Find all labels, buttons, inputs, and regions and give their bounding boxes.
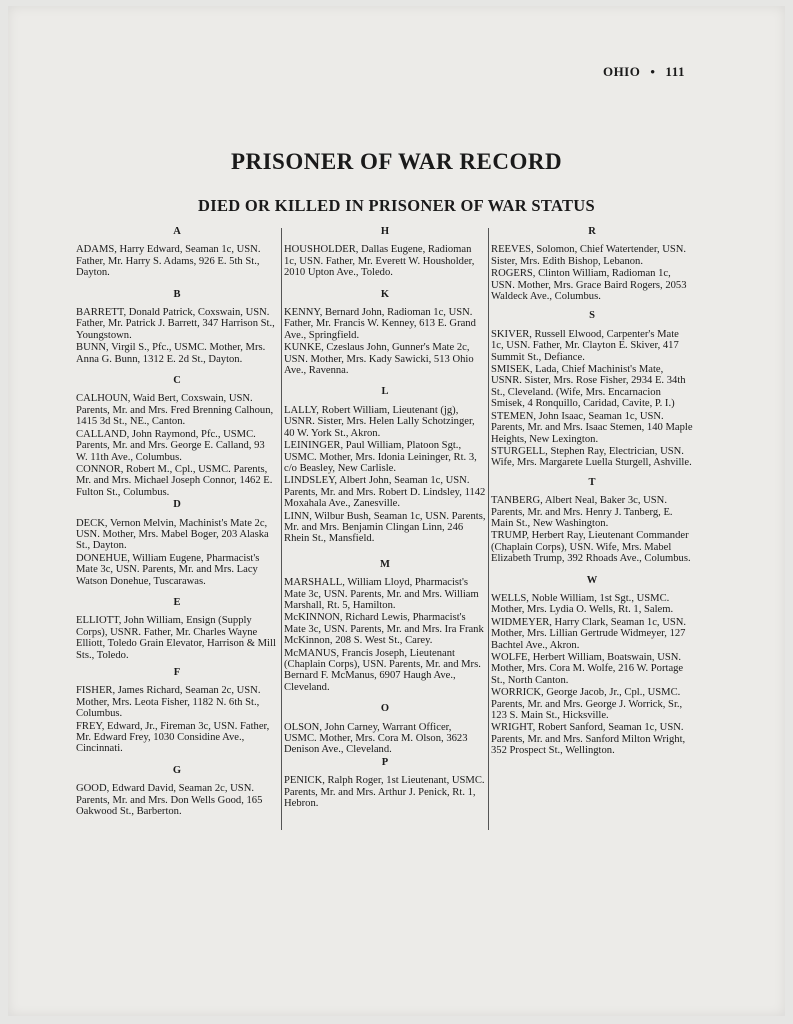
roster-entry: ROGERS, Clinton William, Radioman 1c, USN. Mother, Mrs. Grace Baird Rogers, 2053 Waldeck Ave., Columbus.: [491, 268, 687, 303]
letter-section: [284, 289, 486, 377]
roster-entry: WIDMEYER, Harry Clark, Seaman 1c, USN. Mother, Mrs. Lillian Gertrude Widmeyer, 127 Bachtel Ave., Akron.: [491, 616, 687, 651]
section-letter: K: [380, 288, 390, 300]
header-separator: •: [650, 64, 656, 79]
roster-entry: ELLIOTT, John William, Ensign (Supply Corps), USNR. Father, Mr. Charles Wayne Elliott, Toledo Grain Elevator, Harrison & Mill Sts., Toledo.: [76, 615, 276, 661]
letter-section: [76, 765, 278, 818]
roster-entry: SMISEK, Lada, Chief Machinist's Mate, USNR. Sister, Mrs. Rose Fisher, 2934 E. 34th St., Cleveland. (Wife, Mrs. Encarnacion Smisek, 4 Ronquillo, Caridad, Cavite, P. I.): [491, 364, 686, 410]
roster-entry: WOLFE, Herbert William, Boatswain, USN. Mother, Mrs. Cora M. Wolfe, 216 W. Portage St., North Canton.: [491, 652, 684, 686]
page-number: 111: [665, 64, 685, 79]
section-letter: P: [381, 756, 389, 768]
roster-entry: ADAMS, Harry Edward, Seaman 1c, USN. Father, Mr. Harry S. Adams, 926 E. 5th St., Dayton.: [76, 244, 261, 279]
section-letter: L: [381, 386, 389, 398]
roster-entry: STURGELL, Stephen Ray, Electrician, USN. Wife, Mrs. Margarete Luella Sturgell, Ashville.: [491, 445, 692, 469]
section-letter: O: [380, 703, 390, 715]
roster-entry: KENNY, Bernard John, Radioman 1c, USN. Father, Mr. Francis W. Kenney, 613 E. Grand Ave., Springfield.: [284, 307, 476, 341]
page-title: PRISONER OF WAR RECORD: [230, 149, 563, 174]
column-divider: [488, 228, 489, 830]
page-header: [603, 64, 685, 80]
roster-entry: STEMEN, John Isaac, Seaman 1c, USN. Parents, Mr. and Mrs. Isaac Stemen, 140 Maple Heights, New Lexington.: [491, 410, 693, 445]
roster-entry: LEININGER, Paul William, Platoon Sgt., USMC. Mother, Mrs. Idonia Leininger, Rt. 3, c/o Beasley, New Carlisle.: [284, 440, 477, 474]
roster-entry: FISHER, James Richard, Seaman 2c, USN. Mother, Mrs. Leota Fisher, 1182 N. 6th St., Columbus.: [76, 685, 261, 720]
section-letter: F: [173, 667, 181, 678]
column-divider: [281, 228, 282, 830]
roster-entry: PENICK, Ralph Roger, 1st Lieutenant, USMC. Parents, Mr. and Mrs. Arthur J. Penick, Rt. 1, Hebron.: [284, 775, 485, 810]
roster-entry: CONNOR, Robert M., Cpl., USMC. Parents, Mr. and Mrs. Michael Joseph Connor, 1462 E. Fulton St., Columbus.: [76, 463, 273, 498]
roster-entry: KUNKE, Czeslaus John, Gunner's Mate 2c, USN. Mother, Mrs. Kady Sawicki, 513 Ohio Ave., Ravenna.: [284, 342, 474, 377]
section-letter: R: [588, 226, 596, 237]
roster-entry: WRIGHT, Robert Sanford, Seaman 1c, USN. Parents, Mr. and Mrs. Sanford Milton Wright, 352 Prospect St., Wellington.: [491, 722, 686, 757]
letter-section: [76, 289, 278, 365]
section-letter: A: [173, 226, 181, 237]
roster-entry: BARRETT, Donald Patrick, Coxswain, USN. Father, Mr. Patrick J. Barrett, 347 Harrison St., Youngstown.: [76, 307, 275, 341]
letter-section: [284, 757, 486, 810]
letter-section: [284, 226, 486, 279]
roster-entry: CALHOUN, Waid Bert, Coxswain, USN. Parents, Mr. and Mrs. Fred Brenning Calhoun, 1415 3d St., NE., Canton.: [76, 393, 274, 428]
letter-section: [284, 386, 486, 544]
roster-entry: TRUMP, Herbert Ray, Lieutenant Commander (Chaplain Corps), USN. Wife, Mrs. Mabel Elizabeth Trump, 392 Rhoads Ave., Columbus.: [491, 530, 691, 565]
roster-entry: SKIVER, Russell Elwood, Carpenter's Mate 1c, USN. Father, Mr. Clayton E. Skiver, 417 Summit St., Defiance.: [491, 328, 679, 363]
roster-entry: McMANUS, Francis Joseph, Lieutenant (Chaplain Corps), USN. Parents, Mr. and Mrs. Bernard F. McManus, 6907 Haugh Ave., Cleveland.: [284, 647, 481, 693]
letter-section: [284, 703, 486, 756]
letter-section: [76, 226, 278, 279]
roster-entry: TANBERG, Albert Neal, Baker 3c, USN. Parents, Mr. and Mrs. Henry J. Tanberg, E. Main St., New Washington.: [491, 495, 673, 529]
section-letter: E: [173, 596, 181, 608]
roster-entry: FREY, Edward, Jr., Fireman 3c, USN. Father, Mr. Edward Frey, 1030 Considine Ave., Cincinnati.: [76, 720, 270, 755]
roster-entry: CALLAND, John Raymond, Pfc., USMC. Parents, Mr. and Mrs. George E. Calland, 93 W. 11th Ave., Columbus.: [76, 428, 265, 463]
letter-section: [491, 310, 693, 468]
roster-entry: LINDSLEY, Albert John, Seaman 1c, USN. Parents, Mr. and Mrs. Robert D. Lindsley, 1142 Moxahala Ave., Zanesville.: [284, 475, 486, 510]
section-letter: T: [588, 476, 596, 488]
roster-entry: DECK, Vernon Melvin, Machinist's Mate 2c, USN. Mother, Mrs. Mabel Boger, 203 Alaska St., Dayton.: [76, 517, 269, 552]
roster-entry: REEVES, Solomon, Chief Watertender, USN. Sister, Mrs. Edith Bishop, Lebanon.: [491, 244, 687, 267]
letter-section: [76, 499, 278, 587]
roster-column-1: [76, 226, 278, 818]
roster-entry: DONEHUE, William Eugene, Pharmacist's Mate 3c, USN. Parents, Mr. and Mrs. Lacy Watson Donehue, Tuscarawas.: [76, 552, 260, 587]
roster-entry: LALLY, Robert William, Lieutenant (jg), USNR. Sister, Mrs. Helen Lally Schotzinger, 40 W. York St., Akron.: [284, 404, 475, 439]
roster-column-3: [491, 226, 693, 758]
letter-section: [284, 559, 486, 693]
roster-entry: WORRICK, George Jacob, Jr., Cpl., USMC. Parents, Mr. and Mrs. George J. Worrick, Sr., 123 S. Main St., Hicksville.: [491, 687, 683, 722]
letter-section: [76, 375, 278, 498]
section-letter: B: [173, 288, 181, 300]
roster-entry: OLSON, John Carney, Warrant Officer, USMC. Mother, Mrs. Cora M. Olson, 3623 Denison Ave., Cleveland.: [284, 721, 468, 756]
section-letter: C: [173, 375, 181, 387]
letter-section: [76, 667, 278, 755]
section-letter: M: [380, 558, 390, 570]
roster-entry: McKINNON, Richard Lewis, Pharmacist's Mate 3c, USN. Parents, Mr. and Mrs. Ira Frank McKinnon, 208 S. West St., Carey.: [284, 612, 484, 647]
letter-section: [491, 477, 693, 565]
roster-entry: WELLS, Noble William, 1st Sgt., USMC. Mother, Mrs. Lydia O. Wells, Rt. 1, Salem.: [491, 592, 674, 616]
roster-entry: LINN, Wilbur Bush, Seaman 1c, USN. Parents, Mr. and Mrs. Benjamin Clingan Linn, 246 Rhein St., Mansfield.: [284, 510, 486, 545]
section-letter: S: [589, 310, 595, 322]
section-letter: D: [173, 499, 181, 511]
section-letter: H: [380, 226, 390, 237]
letter-section: [491, 575, 693, 757]
roster-entry: BUNN, Virgil S., Pfc., USMC. Mother, Mrs. Anna G. Bunn, 1312 E. 2d St., Dayton.: [76, 342, 266, 365]
state-name: OHIO: [602, 64, 641, 79]
section-letter: W: [586, 574, 598, 586]
roster-entry: GOOD, Edward David, Seaman 2c, USN. Parents, Mr. and Mrs. Don Wells Good, 165 Oakwood St., Barberton.: [76, 783, 263, 818]
roster-entry: HOUSHOLDER, Dallas Eugene, Radioman 1c, USN. Father, Mr. Everett W. Housholder, 2010 Upton Ave., Toledo.: [284, 244, 475, 279]
letter-section: [76, 597, 278, 661]
page-subtitle: DIED OR KILLED IN PRISONER OF WAR STATUS: [198, 196, 595, 215]
roster-entry: MARSHALL, William Lloyd, Pharmacist's Mate 3c, USN. Parents, Mr. and Mrs. William Marshall, Rt. 5, Hamilton.: [284, 577, 479, 611]
letter-section: [491, 226, 693, 302]
roster-column-2: [284, 226, 486, 810]
section-letter: G: [172, 764, 182, 776]
